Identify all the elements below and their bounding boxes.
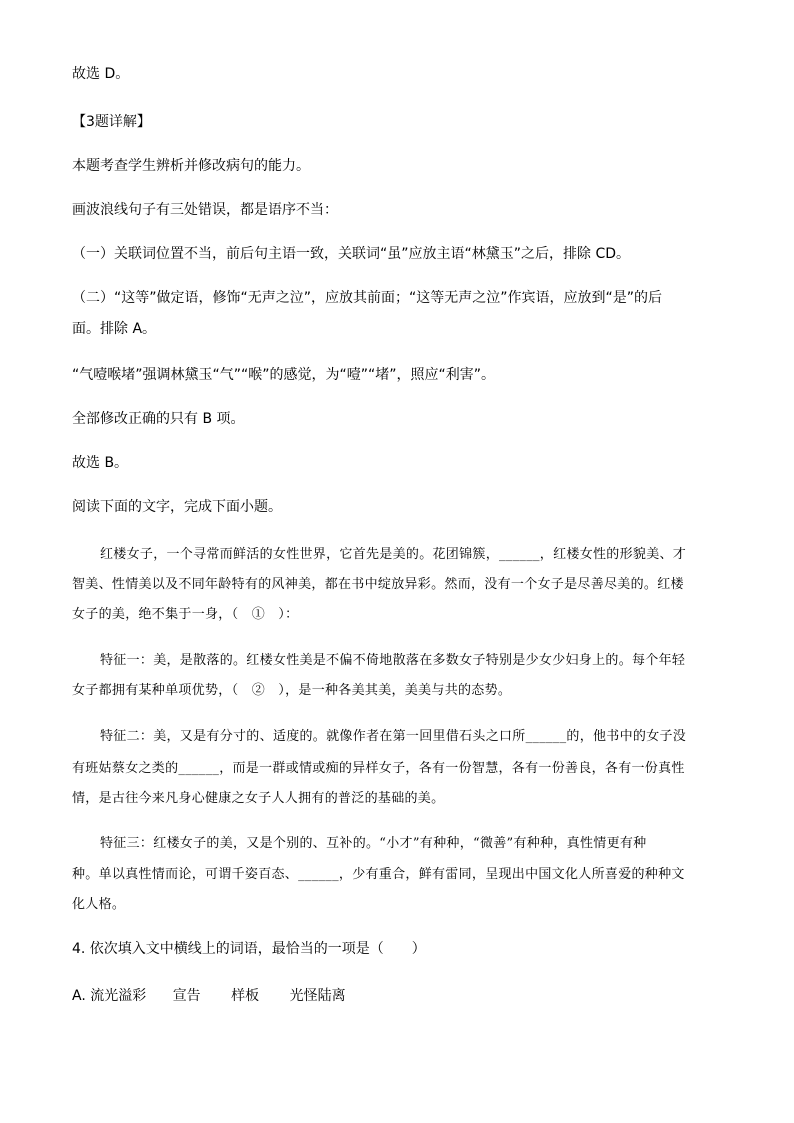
explanation-line: 全部修改正确的只有 B 项。 [72, 411, 245, 427]
passage-line: 女子的美，绝不集于一身，（ ① ）： [72, 607, 299, 622]
passage-line: 化人格。 [72, 897, 126, 912]
passage-line: 种。单以真性情而论，可谓千姿百态、______，少有重合，鲜有雷同，呈现出中国文化人所喜爱的种种文 [72, 867, 685, 882]
passage-line: 情，是古往今来凡身心健康之女子人人拥有的普泛的基础的美。 [72, 791, 445, 806]
option-a-word-4: 光怪陆离 [289, 988, 346, 1004]
passage-line: 有班姑蔡女之类的______，而是一群或情或痴的异样女子，各有一份智慧，各有一份善良，各有一份真性 [72, 761, 685, 776]
option-a [72, 986, 722, 1006]
question-stem: 4. 依次填入文中横线上的词语，最恰当的一项是（ ） [72, 941, 426, 957]
answer-line: 故选 D。 [72, 66, 130, 82]
explanation-line: 面。排除 A。 [72, 321, 157, 337]
passage-line: 红楼女子，一个寻常而鲜活的女性世界，它首先是美的。花团锦簇，______，红楼女性的形貌美、才 [100, 547, 687, 562]
option-a-label: A. 流光溢彩 [72, 988, 147, 1004]
explanation-line: 画波浪线句子有三处错误，都是语序不当： [72, 202, 338, 218]
passage-line: 女子都拥有某种单项优势，（ ② ），是一种各美其美，美美与共的态势。 [72, 683, 512, 698]
explanation-line: 本题考查学生辨析并修改病句的能力。 [72, 158, 310, 174]
passage-line: 特征二：美，又是有分寸的、适度的。就像作者在第一回里借石头之口所______的，他书中的女子没 [100, 729, 687, 744]
section-heading: 【3题详解】 [72, 114, 151, 130]
answer-line: 故选 B。 [72, 455, 129, 471]
option-a-word-2: 宣告 [172, 988, 201, 1004]
passage-line: 特征三：红楼女子的美，又是个别的、互补的。“小才”有种种，“微善”有种种，真性情更有种 [100, 836, 647, 851]
explanation-line: （一）关联词位置不当，前后句主语一致，关联词“虽”应放主语“林黛玉”之后，排除 CD。 [72, 246, 631, 262]
explanation-line: （二）“这等”做定语，修饰“无声之泣”，应放其前面；“这等无声之泣”作宾语，应放到“是”的后 [72, 290, 663, 306]
explanation-line: “气噎喉堵”强调林黛玉“气”“喉”的感觉，为“噎”“堵”，照应“利害”。 [72, 367, 496, 383]
option-a-word-3: 样板 [231, 988, 260, 1004]
reading-instruction: 阅读下面的文字，完成下面小题。 [72, 499, 282, 515]
passage-line: 特征一：美，是散落的。红楼女性美是不偏不倚地散落在多数女子特别是少女少妇身上的。每个年轻 [100, 653, 686, 668]
passage-line: 智美、性情美以及不同年龄特有的风神美，都在书中绽放异彩。然而，没有一个女子是尽善尽美的。红楼 [72, 577, 684, 592]
